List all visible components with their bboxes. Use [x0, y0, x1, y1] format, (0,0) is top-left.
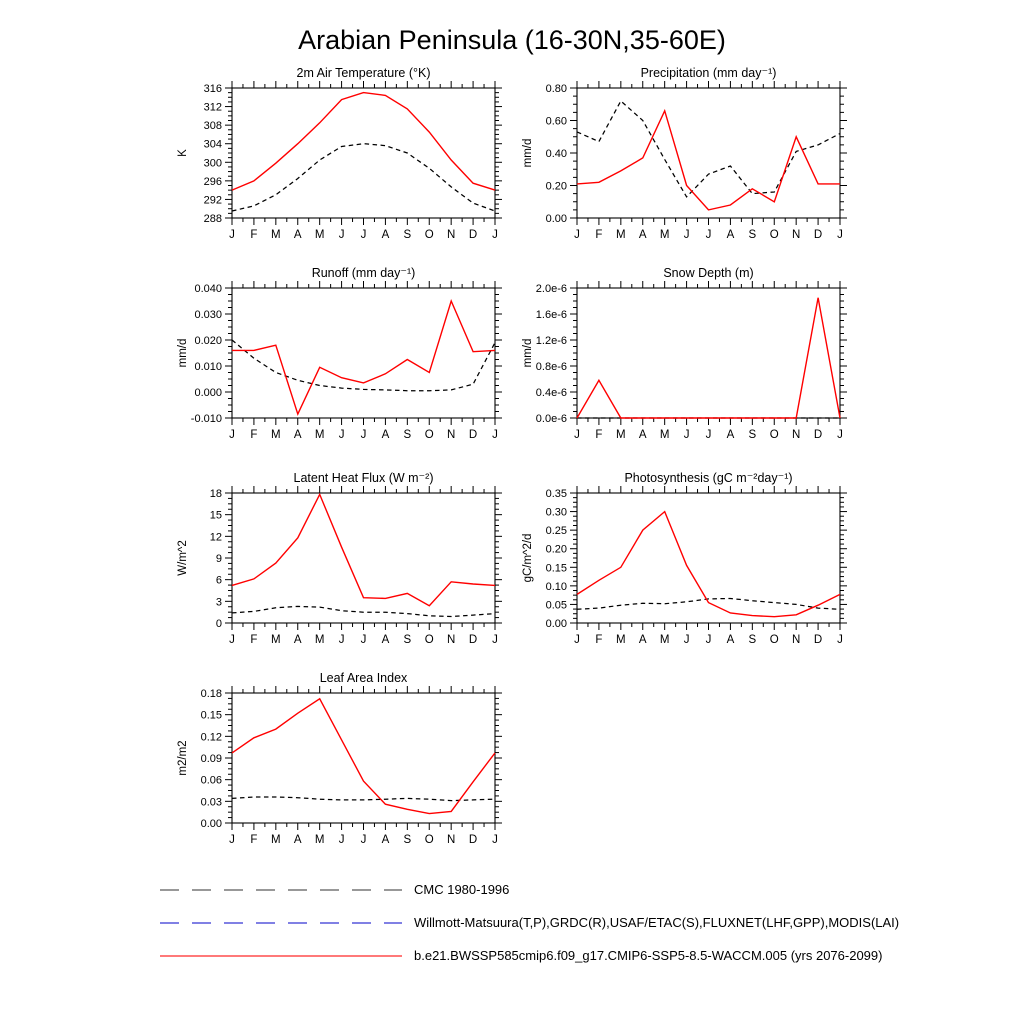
- svg-text:N: N: [792, 229, 801, 241]
- svg-text:J: J: [837, 229, 843, 241]
- svg-text:mm/d: mm/d: [177, 338, 189, 368]
- svg-text:D: D: [468, 634, 478, 646]
- svg-text:0.06: 0.06: [200, 774, 222, 787]
- svg-text:A: A: [638, 429, 647, 441]
- svg-text:J: J: [229, 834, 235, 846]
- svg-text:Snow Depth (m): Snow Depth (m): [663, 266, 754, 280]
- svg-text:M: M: [271, 429, 281, 441]
- svg-text:J: J: [705, 229, 712, 241]
- svg-text:D: D: [468, 229, 478, 241]
- svg-text:J: J: [574, 429, 580, 441]
- svg-text:J: J: [229, 429, 235, 441]
- svg-text:Runoff (mm day⁻¹): Runoff (mm day⁻¹): [311, 266, 416, 280]
- svg-text:A: A: [638, 634, 647, 646]
- legend-line-willmott-matsuura: [158, 920, 404, 926]
- chart-latent-heat-flux: [172, 467, 520, 672]
- svg-text:N: N: [447, 634, 456, 646]
- svg-text:M: M: [314, 229, 325, 241]
- svg-text:15: 15: [209, 509, 222, 522]
- legend-item-willmott-matsuura: [158, 906, 998, 939]
- svg-text:0.00: 0.00: [545, 213, 567, 225]
- svg-text:0.30: 0.30: [545, 506, 567, 519]
- svg-text:N: N: [447, 229, 456, 241]
- svg-text:O: O: [424, 429, 434, 441]
- svg-text:0.000: 0.000: [194, 387, 222, 399]
- svg-text:J: J: [492, 634, 498, 646]
- svg-text:300: 300: [203, 157, 222, 170]
- svg-text:Latent Heat Flux (W m⁻²): Latent Heat Flux (W m⁻²): [293, 471, 434, 485]
- svg-text:S: S: [403, 634, 412, 646]
- svg-text:0.15: 0.15: [200, 709, 222, 722]
- chart-runoff: [172, 262, 520, 467]
- svg-text:308: 308: [203, 120, 222, 133]
- svg-text:A: A: [293, 634, 302, 646]
- svg-text:A: A: [381, 229, 390, 241]
- svg-text:M: M: [616, 429, 626, 441]
- svg-text:J: J: [705, 634, 712, 646]
- svg-text:0.35: 0.35: [545, 488, 567, 500]
- legend-item-cmc: [158, 873, 998, 906]
- svg-text:0.40: 0.40: [545, 148, 567, 160]
- svg-text:D: D: [813, 229, 823, 241]
- svg-text:0.020: 0.020: [194, 335, 222, 347]
- svg-text:296: 296: [203, 175, 222, 188]
- svg-text:J: J: [705, 429, 712, 441]
- legend-label-willmott-matsuura: Willmott-Matsuura(T,P),GRDC(R),USAF/ETAC(S),FLUXNET(LHF,GPP),MODIS(LAI): [414, 915, 900, 930]
- svg-text:F: F: [595, 429, 603, 441]
- svg-text:J: J: [360, 429, 367, 441]
- svg-text:0.040: 0.040: [194, 283, 222, 295]
- svg-text:0.4e-6: 0.4e-6: [535, 387, 567, 399]
- svg-text:2.0e-6: 2.0e-6: [535, 283, 567, 295]
- legend-label-model-run: b.e21.BWSSP585cmip6.f09_g17.CMIP6-SSP5-8.5-WACCM.005 (yrs 2076-2099): [414, 948, 883, 963]
- figure-title: Arabian Peninsula (16-30N,35-60E): [298, 25, 726, 55]
- svg-text:0.05: 0.05: [545, 599, 567, 612]
- svg-text:0.030: 0.030: [194, 309, 222, 321]
- svg-text:-0.010: -0.010: [190, 413, 222, 425]
- svg-text:A: A: [726, 634, 735, 646]
- svg-text:312: 312: [203, 101, 222, 114]
- svg-text:1.6e-6: 1.6e-6: [535, 309, 567, 321]
- svg-text:mm/d: mm/d: [522, 138, 534, 168]
- svg-text:D: D: [813, 429, 823, 441]
- svg-text:Precipitation (mm day⁻¹): Precipitation (mm day⁻¹): [640, 66, 777, 80]
- svg-text:0.00: 0.00: [200, 818, 222, 830]
- svg-text:F: F: [250, 634, 258, 646]
- svg-text:M: M: [271, 229, 281, 241]
- svg-text:A: A: [726, 229, 735, 241]
- svg-text:N: N: [447, 429, 456, 441]
- svg-text:A: A: [381, 834, 390, 846]
- svg-text:0.18: 0.18: [200, 688, 222, 700]
- svg-text:J: J: [338, 634, 345, 646]
- svg-text:A: A: [381, 634, 390, 646]
- svg-text:J: J: [683, 634, 690, 646]
- svg-text:0: 0: [215, 618, 222, 630]
- chart-precipitation: [517, 62, 865, 267]
- svg-text:A: A: [293, 429, 302, 441]
- svg-text:K: K: [177, 149, 189, 157]
- svg-text:9: 9: [215, 553, 222, 565]
- svg-text:304: 304: [203, 138, 222, 151]
- svg-text:Leaf Area Index: Leaf Area Index: [319, 671, 408, 685]
- svg-text:J: J: [360, 634, 367, 646]
- svg-text:M: M: [314, 634, 325, 646]
- svg-text:0.25: 0.25: [545, 525, 567, 538]
- svg-text:288: 288: [203, 213, 222, 225]
- svg-text:J: J: [338, 429, 345, 441]
- svg-text:0.03: 0.03: [200, 796, 222, 809]
- chart-leaf-area-index: [172, 667, 520, 872]
- svg-text:N: N: [447, 834, 456, 846]
- svg-text:O: O: [424, 834, 434, 846]
- svg-text:0.80: 0.80: [545, 83, 567, 95]
- svg-text:0.8e-6: 0.8e-6: [535, 361, 567, 373]
- svg-text:Photosynthesis (gC m⁻²day⁻¹): Photosynthesis (gC m⁻²day⁻¹): [624, 471, 793, 485]
- svg-text:0.20: 0.20: [545, 543, 567, 556]
- svg-text:J: J: [683, 429, 690, 441]
- chart-2m-air-temperature: [172, 62, 520, 267]
- svg-text:m2/m2: m2/m2: [177, 740, 189, 776]
- svg-text:18: 18: [209, 488, 222, 500]
- svg-text:J: J: [574, 634, 580, 646]
- svg-text:S: S: [403, 229, 412, 241]
- svg-text:M: M: [616, 229, 626, 241]
- svg-text:0.10: 0.10: [545, 580, 567, 593]
- svg-text:O: O: [769, 229, 779, 241]
- legend-line-cmc: [158, 887, 404, 893]
- svg-text:S: S: [748, 229, 757, 241]
- svg-text:0.15: 0.15: [545, 562, 567, 575]
- svg-text:O: O: [424, 634, 434, 646]
- legend-label-cmc: CMC 1980-1996: [414, 882, 510, 897]
- svg-text:J: J: [338, 229, 345, 241]
- svg-text:J: J: [229, 634, 235, 646]
- svg-text:J: J: [683, 229, 690, 241]
- svg-text:F: F: [250, 229, 258, 241]
- svg-text:J: J: [837, 429, 843, 441]
- svg-text:O: O: [769, 429, 779, 441]
- svg-text:0.00: 0.00: [545, 618, 567, 630]
- svg-text:S: S: [748, 634, 757, 646]
- svg-text:J: J: [492, 429, 498, 441]
- svg-text:3: 3: [215, 596, 222, 609]
- svg-text:D: D: [813, 634, 823, 646]
- svg-text:F: F: [595, 634, 603, 646]
- svg-text:F: F: [595, 229, 603, 241]
- svg-text:N: N: [792, 634, 801, 646]
- svg-text:gC/m^2/d: gC/m^2/d: [522, 533, 534, 583]
- svg-text:F: F: [250, 834, 258, 846]
- svg-text:A: A: [726, 429, 735, 441]
- svg-text:S: S: [748, 429, 757, 441]
- svg-text:2m Air Temperature (°K): 2m Air Temperature (°K): [296, 66, 431, 80]
- svg-text:F: F: [250, 429, 258, 441]
- chart-photosynthesis: [517, 467, 865, 672]
- svg-text:D: D: [468, 429, 478, 441]
- svg-text:292: 292: [203, 194, 222, 207]
- svg-text:0.0e-6: 0.0e-6: [535, 413, 567, 425]
- svg-text:mm/d: mm/d: [522, 338, 534, 368]
- svg-text:6: 6: [215, 574, 222, 587]
- svg-text:M: M: [616, 634, 626, 646]
- svg-text:S: S: [403, 429, 412, 441]
- svg-text:0.60: 0.60: [545, 115, 567, 128]
- svg-text:M: M: [659, 429, 670, 441]
- svg-text:J: J: [837, 634, 843, 646]
- svg-text:O: O: [769, 634, 779, 646]
- svg-text:A: A: [293, 229, 302, 241]
- svg-text:A: A: [638, 229, 647, 241]
- legend-item-model-run: [158, 939, 998, 972]
- svg-text:D: D: [468, 834, 478, 846]
- svg-text:J: J: [360, 834, 367, 846]
- svg-text:J: J: [492, 229, 498, 241]
- legend: [158, 873, 998, 972]
- legend-line-model-run: [158, 953, 404, 959]
- svg-text:M: M: [314, 429, 325, 441]
- svg-text:316: 316: [203, 83, 222, 95]
- svg-text:J: J: [360, 229, 367, 241]
- svg-text:A: A: [381, 429, 390, 441]
- svg-text:A: A: [293, 834, 302, 846]
- svg-text:0.010: 0.010: [194, 361, 222, 373]
- svg-text:0.12: 0.12: [200, 731, 222, 744]
- svg-text:J: J: [229, 229, 235, 241]
- chart-snow-depth: [517, 262, 865, 467]
- svg-text:J: J: [338, 834, 345, 846]
- svg-text:J: J: [492, 834, 498, 846]
- svg-text:J: J: [574, 229, 580, 241]
- svg-text:O: O: [424, 229, 434, 241]
- svg-text:N: N: [792, 429, 801, 441]
- svg-text:M: M: [659, 229, 670, 241]
- svg-text:1.2e-6: 1.2e-6: [535, 335, 567, 347]
- svg-text:12: 12: [209, 531, 222, 544]
- svg-text:M: M: [659, 634, 670, 646]
- svg-text:0.20: 0.20: [545, 180, 567, 193]
- svg-text:0.09: 0.09: [200, 753, 222, 765]
- svg-text:S: S: [403, 834, 412, 846]
- svg-text:M: M: [314, 834, 325, 846]
- svg-text:W/m^2: W/m^2: [177, 540, 189, 576]
- svg-text:M: M: [271, 634, 281, 646]
- svg-text:M: M: [271, 834, 281, 846]
